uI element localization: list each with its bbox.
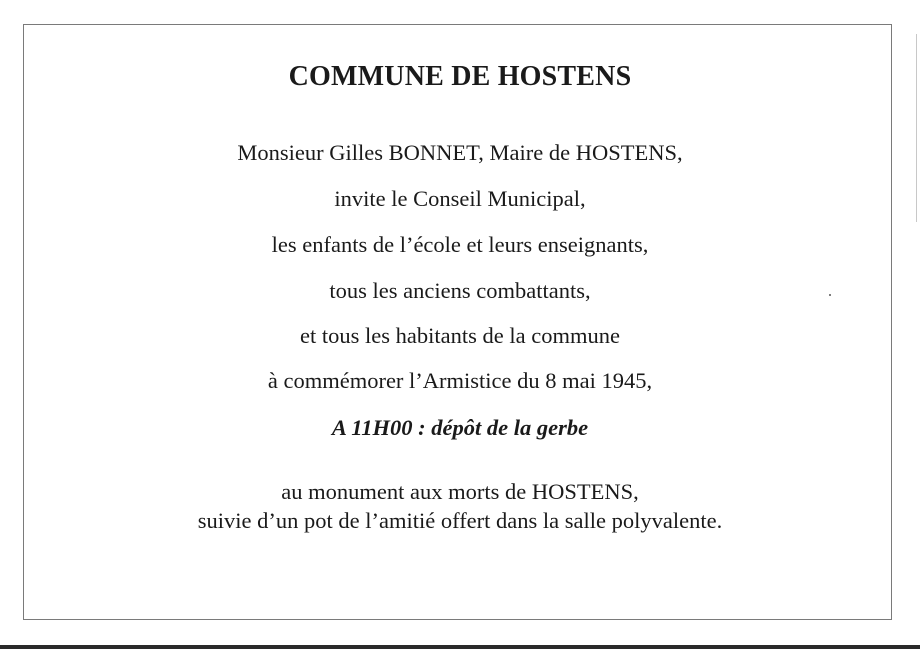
invitation-line-council: invite le Conseil Municipal,: [334, 186, 586, 211]
closing-line-reception: suivie d’un pot de l’amitié offert dans la salle polyvalente.: [197, 508, 723, 533]
invitation-line-residents: et tous les habitants de la commune: [300, 323, 620, 348]
page-edge-bottom: [0, 645, 920, 649]
ceremony-time: A 11H00 : dépôt de la gerbe: [331, 415, 589, 440]
closing-line-monument: au monument aux morts de HOSTENS,: [281, 479, 639, 504]
invitation-line-veterans: tous les anciens combattants,: [329, 278, 591, 303]
invitation-line-host: Monsieur Gilles BONNET, Maire de HOSTENS,: [237, 140, 683, 165]
page-edge-right: [916, 34, 917, 222]
scan-speck: [829, 294, 831, 296]
document-title: COMMUNE DE HOSTENS: [288, 61, 632, 92]
invitation-line-school: les enfants de l’école et leurs enseignants,: [271, 232, 649, 257]
invitation-line-purpose: à commémorer l’Armistice du 8 mai 1945,: [267, 368, 653, 393]
